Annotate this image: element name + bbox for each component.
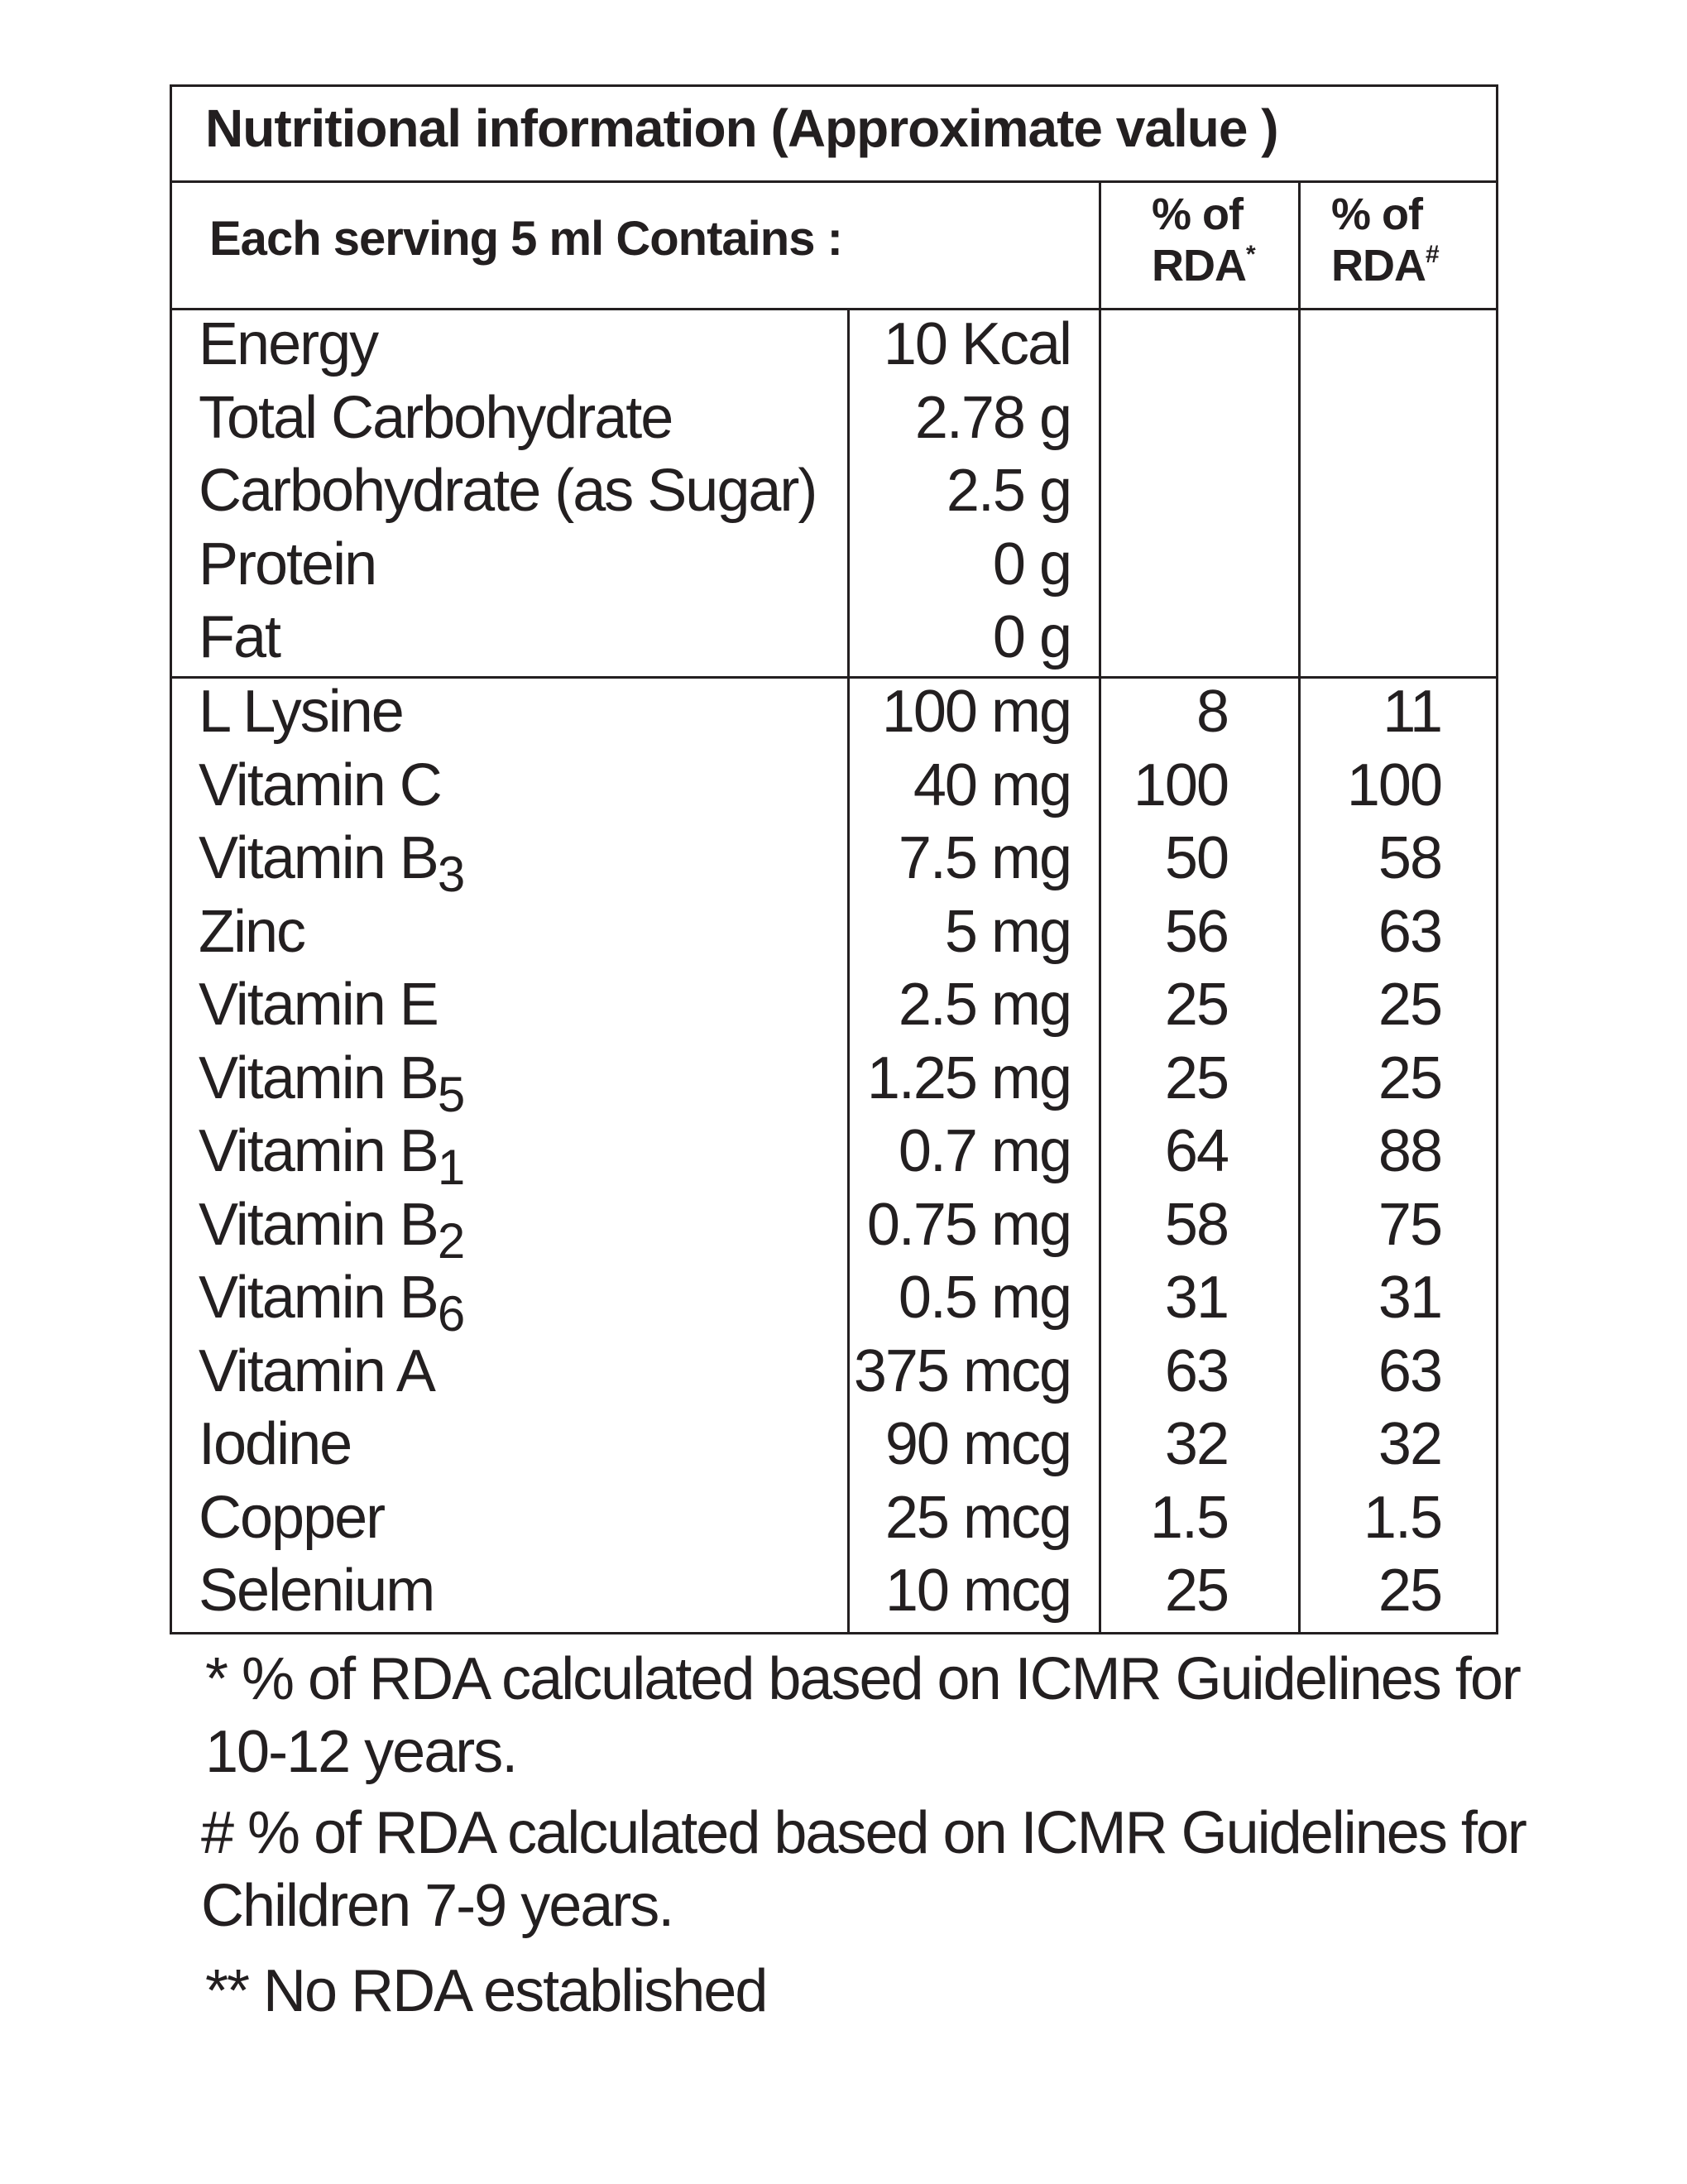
footnote-no-rda: ** No RDA established [205, 1958, 767, 2024]
nutrient-subscript: 5 [437, 1066, 464, 1122]
micros-row [0, 1115, 1687, 1195]
micros-row [0, 968, 1687, 1041]
nutrient-amount: 90 mcg [884, 1411, 1071, 1477]
macros-row [0, 308, 1687, 381]
rda-icmr-value: 58 [1164, 1191, 1228, 1258]
rda-children-value: 31 [1378, 1265, 1441, 1331]
nutrient-amount: 7.5 mg [898, 825, 1071, 891]
rda-icmr-value: 25 [1164, 972, 1228, 1038]
rda-icmr-value: 63 [1164, 1337, 1228, 1404]
nutrient-amount: 0.5 mg [898, 1265, 1071, 1331]
rda-children-value: 25 [1378, 1044, 1441, 1111]
rda-icmr-value: 50 [1164, 825, 1228, 891]
rda-children-value: 25 [1378, 1558, 1441, 1624]
micros-row [0, 1408, 1687, 1481]
macros-row [0, 601, 1687, 674]
nutrient-amount: 25 mcg [884, 1484, 1071, 1551]
nutrient-name: Vitamin $B_5$ [199, 1044, 464, 1122]
rda-children-value: 100 [1346, 751, 1441, 818]
rda-icmr-value: 8 [1196, 679, 1228, 745]
nutrient-name: Protein [199, 530, 376, 598]
micros-row [0, 1261, 1687, 1342]
serving-label: Each serving 5 ml Contains : [209, 212, 842, 266]
nutrient-name: Selenium [199, 1558, 434, 1624]
footnote-star-line2: 10-12 years. [205, 1719, 517, 1785]
nutrient-amount: 10 mcg [884, 1558, 1071, 1624]
macros-row [0, 382, 1687, 454]
rda-icmr-value: 100 [1133, 751, 1228, 818]
micros-row [0, 1335, 1687, 1408]
rda-icmr-header-line1: % of [1152, 190, 1243, 239]
nutrient-name: L Lysine [199, 679, 403, 745]
nutrient-amount: 375 mcg [853, 1337, 1071, 1404]
micros-row [0, 1188, 1687, 1269]
nutrient-amount: 40 mg [913, 751, 1071, 818]
nutrient-amount: 0 g [992, 530, 1071, 598]
micros-row [0, 749, 1687, 822]
rda-icmr-header [1152, 189, 1255, 291]
rda-children-header [1331, 189, 1439, 291]
nutrient-amount: 100 mg [881, 679, 1071, 745]
nutrient-subscript: 6 [437, 1286, 464, 1342]
rda-children-value: 63 [1378, 898, 1441, 965]
rda-children-header-line1: % of [1331, 190, 1422, 239]
nutrient-name: Vitamin C [199, 751, 441, 818]
nutrient-name: Fat [199, 604, 280, 670]
nutrient-subscript: 1 [437, 1140, 464, 1195]
rda-children-value: 58 [1378, 825, 1441, 891]
nutrient-name: Total Carbohydrate [199, 384, 673, 451]
rda-icmr-value: 25 [1164, 1044, 1228, 1111]
rda-children-value: 11 [1383, 679, 1441, 745]
nutrient-name: Copper [199, 1484, 385, 1551]
rda-children-value: 32 [1378, 1411, 1441, 1477]
nutrient-amount: 2.78 g [914, 384, 1071, 451]
rda-icmr-value: 56 [1164, 898, 1228, 965]
nutrient-amount: 0.75 mg [866, 1191, 1071, 1258]
micros-row [0, 1042, 1687, 1122]
nutrient-amount: 0.7 mg [898, 1118, 1071, 1184]
rda-children-value: 75 [1378, 1191, 1441, 1258]
nutrient-amount: 5 mg [944, 898, 1071, 965]
nutrient-name: Carbohydrate (as Sugar) [199, 458, 817, 524]
micros-row [0, 1481, 1687, 1554]
macros-row [0, 528, 1687, 601]
rda-children-value: 1.5 [1363, 1484, 1441, 1551]
nutrient-name: Iodine [199, 1411, 352, 1477]
rda-children-value: 63 [1378, 1337, 1441, 1404]
micros-row [0, 675, 1687, 748]
micros-row [0, 895, 1687, 968]
rda-children-mark: # [1426, 241, 1439, 268]
nutrient-name: Vitamin $B_1$ [199, 1118, 464, 1195]
micros-row [0, 1554, 1687, 1627]
rda-icmr-value: 31 [1164, 1265, 1228, 1331]
nutrient-amount: 10 Kcal [883, 311, 1071, 377]
nutrient-amount: 2.5 g [946, 458, 1071, 524]
rda-children-value: 88 [1378, 1118, 1441, 1184]
nutrient-name: Zinc [199, 898, 305, 965]
nutrient-amount: 2.5 mg [898, 972, 1071, 1038]
nutrient-name: Vitamin $B_2$ [199, 1191, 464, 1269]
table-title: Nutritional information (Approximate value ) [205, 98, 1278, 158]
nutrient-amount: 0 g [992, 604, 1071, 670]
micros-row [0, 822, 1687, 902]
nutrient-name: Vitamin E [199, 972, 438, 1038]
nutrient-subscript: 3 [437, 847, 464, 902]
nutrient-amount: 1.25 mg [866, 1044, 1071, 1111]
rda-children-header-line2: RDA# [1331, 241, 1439, 290]
rda-icmr-value: 1.5 [1149, 1484, 1228, 1551]
rda-icmr-header-line2: RDA* [1152, 241, 1255, 290]
nutrient-name: Vitamin $B_3$ [199, 825, 464, 902]
macros-row [0, 454, 1687, 527]
rda-icmr-value: 32 [1164, 1411, 1228, 1477]
rda-icmr-mark: * [1246, 241, 1255, 268]
footnote-hash-line1: # % of RDA calculated based on ICMR Guidelines for [201, 1800, 1526, 1866]
rda-children-value: 25 [1378, 972, 1441, 1038]
nutrient-name: Vitamin A [199, 1337, 434, 1404]
nutrient-name: Energy [199, 311, 378, 377]
rda-icmr-value: 25 [1164, 1558, 1228, 1624]
nutrient-name: Vitamin $B_6$ [199, 1265, 464, 1342]
footnote-hash-line2: Children 7-9 years. [201, 1873, 673, 1939]
footnote-star-line1: * % of RDA calculated based on ICMR Guidelines for [205, 1646, 1520, 1712]
rda-icmr-value: 64 [1164, 1118, 1228, 1184]
nutrient-subscript: 2 [437, 1212, 464, 1269]
